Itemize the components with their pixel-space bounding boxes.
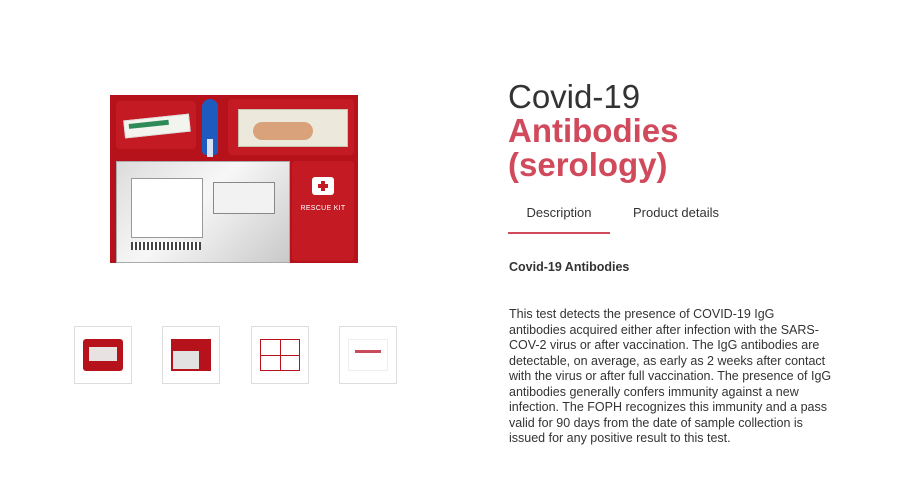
product-tabs [508, 200, 748, 232]
description-heading: Covid-19 Antibodies [509, 260, 630, 274]
thumbnail-2[interactable] [162, 326, 220, 384]
lancet-icon [202, 99, 218, 155]
tab-product-details[interactable]: Product details [633, 205, 719, 220]
bandage-pack [238, 109, 348, 147]
description-text: This test detects the presence of COVID-19 IgG antibodies acquired either after infection with the SARS-COV-2 virus or after vaccination. The IgG antibodies are detectable, on average, as early as 2 weeks after contact with the virus or after full vaccination. The presence of IgG antibodies generally confers immunity against a new infection. The FOPH recognizes this immunity and a pass valid for 90 days from the date of sample collection is issued for any positive result to this test. [509, 307, 832, 445]
product-title: Covid-19 [508, 78, 641, 115]
instructions-thumbnail [260, 339, 300, 371]
thumbnail-3[interactable] [251, 326, 309, 384]
rescue-kit-panel [292, 161, 354, 261]
leaflet-thumbnail [348, 339, 388, 371]
thumbnail-4[interactable] [339, 326, 397, 384]
product-subtitle: Antibodies (serology) [508, 112, 679, 183]
sample-pouch [116, 161, 290, 263]
thumbnail-1[interactable] [74, 326, 132, 384]
kit-box-thumbnail [83, 339, 123, 371]
main-product-image [110, 95, 358, 263]
tab-description[interactable]: Description [508, 200, 610, 234]
kit-label: RESCUE KIT [300, 205, 346, 212]
kit-contents-thumbnail [171, 339, 211, 371]
first-aid-case-icon [312, 177, 334, 195]
